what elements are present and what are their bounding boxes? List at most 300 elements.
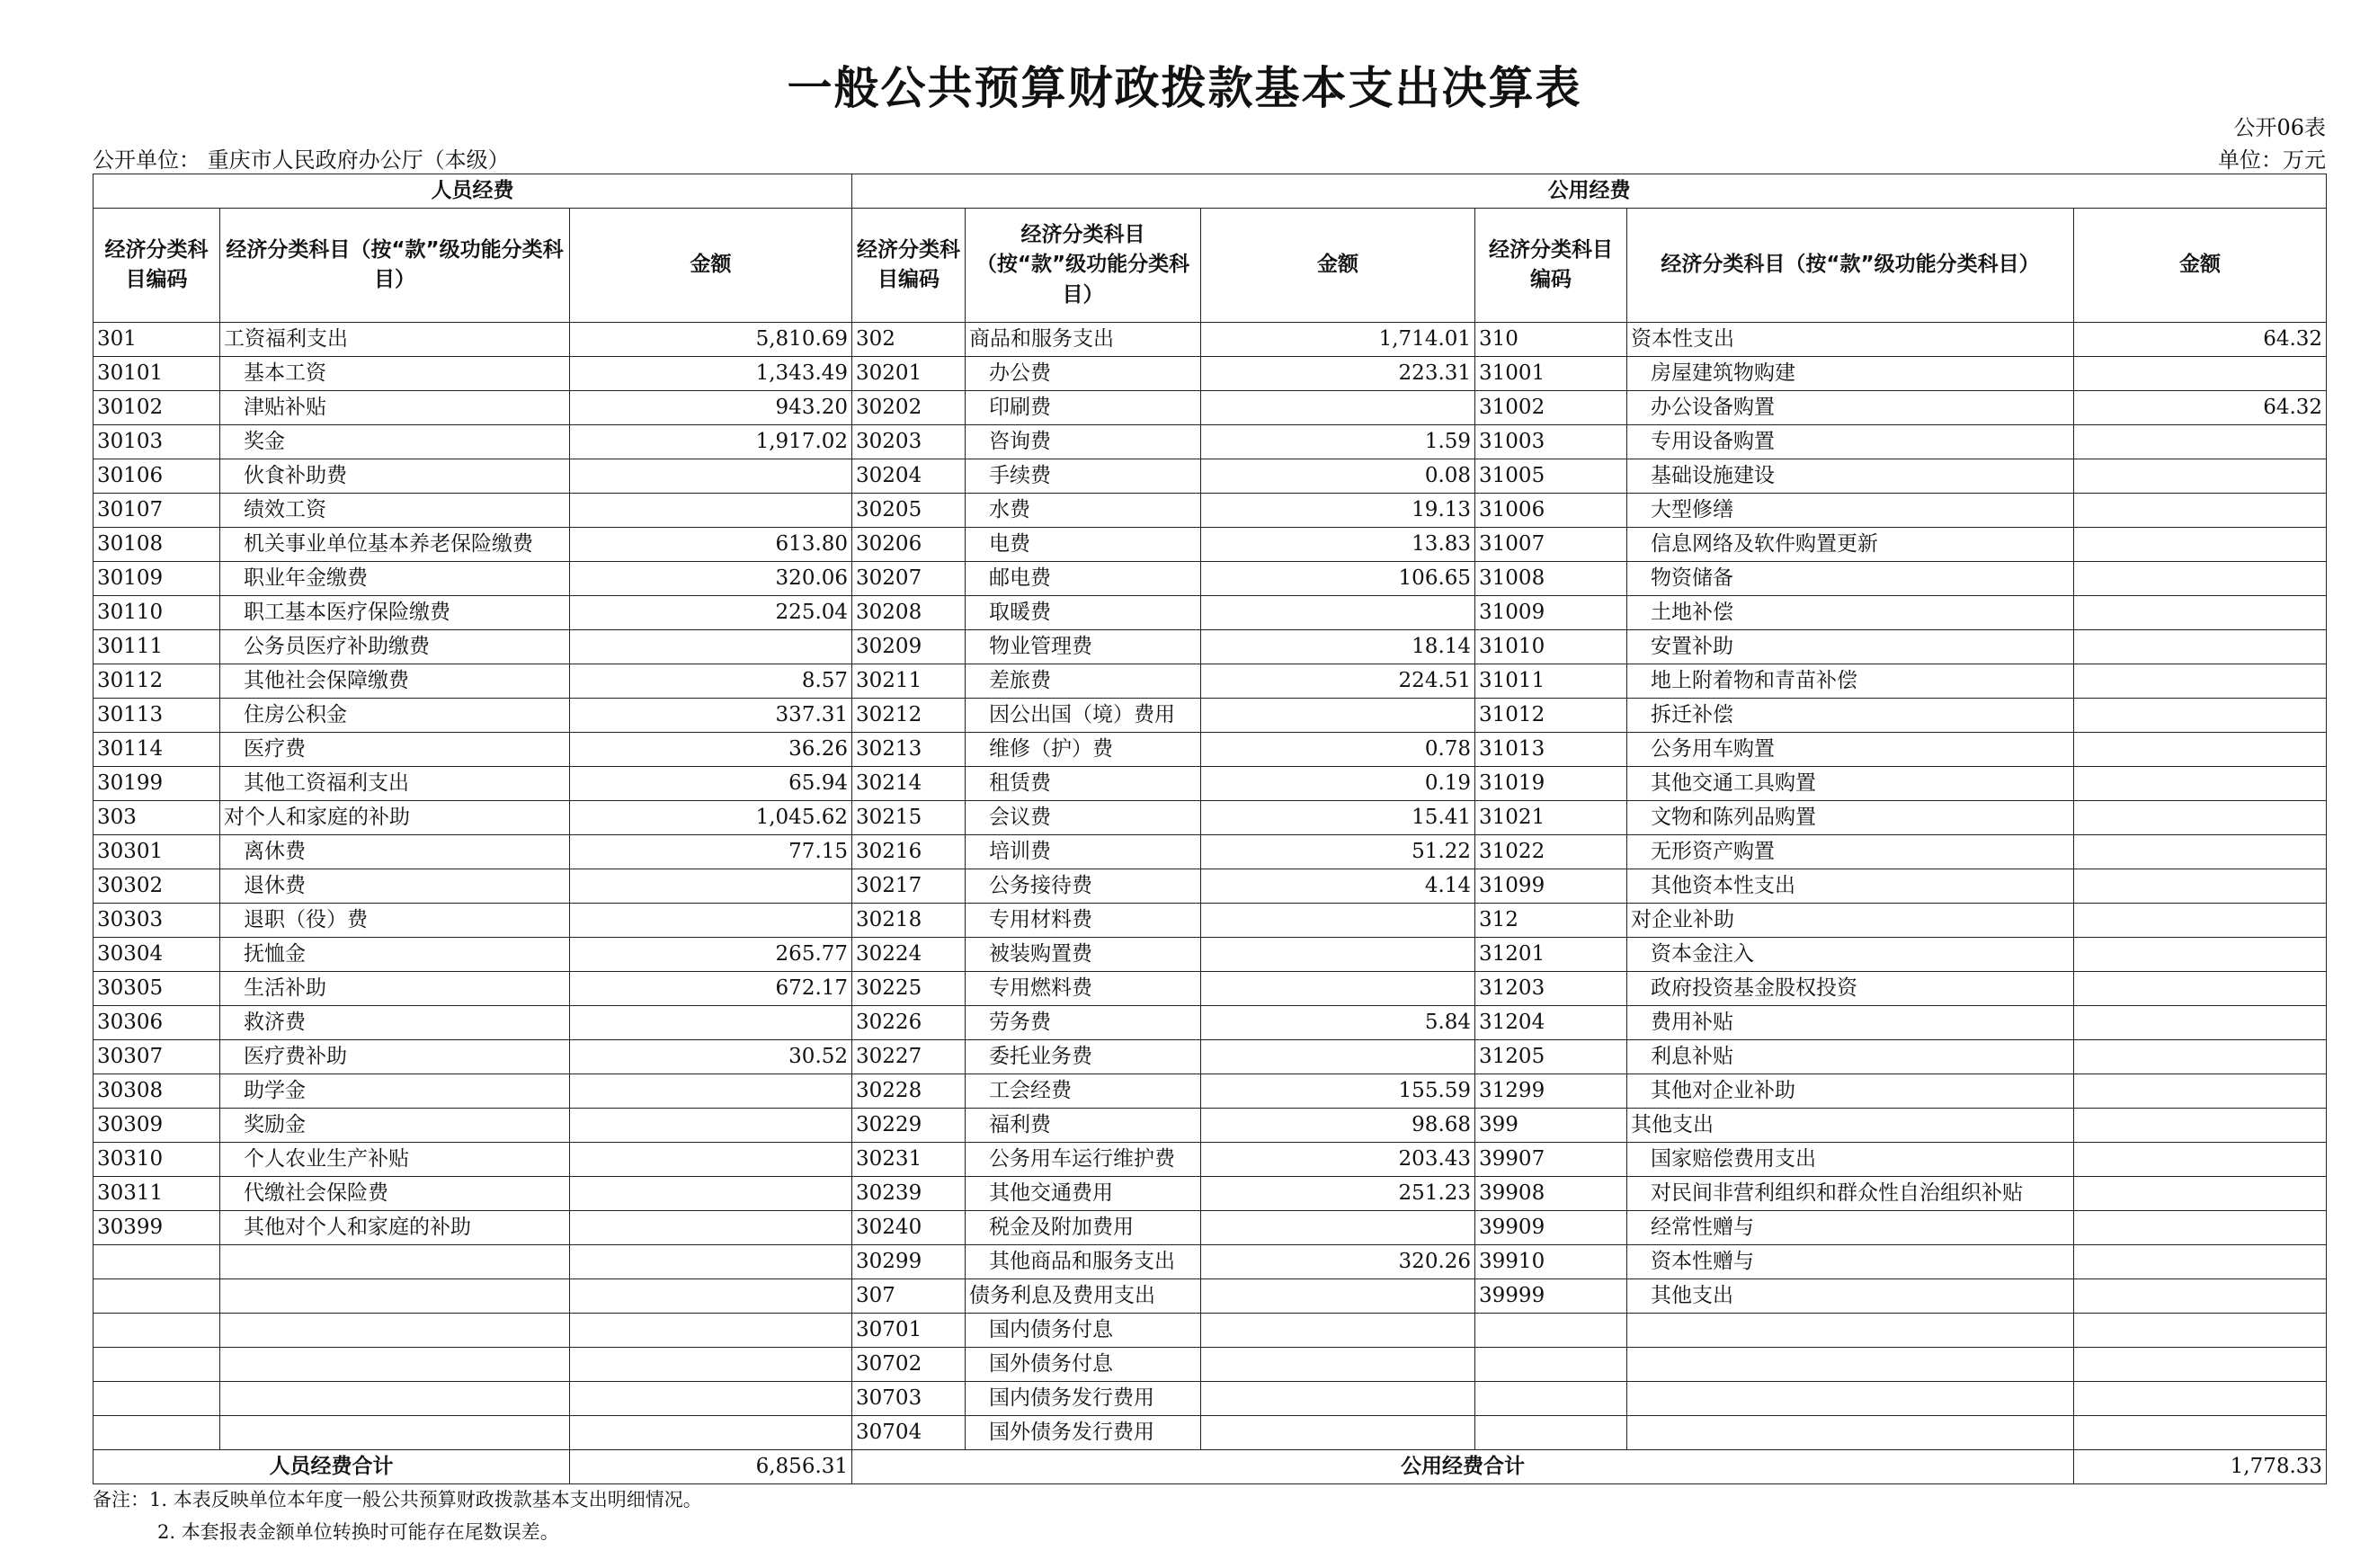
amount-cell: 155.59 (1201, 1074, 1475, 1109)
name-cell: 劳务费 (966, 1006, 1201, 1040)
name-cell: 地上附着物和青苗补偿 (1627, 664, 2074, 699)
code-cell: 30225 (852, 972, 966, 1006)
code-cell (1475, 1382, 1627, 1416)
code-cell: 31008 (1475, 562, 1627, 596)
code-cell (94, 1279, 220, 1314)
amount-cell: 672.17 (570, 972, 852, 1006)
name-cell: 物业管理费 (966, 630, 1201, 664)
name-cell: 公务接待费 (966, 869, 1201, 904)
code-cell: 39910 (1475, 1245, 1627, 1279)
code-cell (94, 1314, 220, 1348)
name-cell: 退休费 (220, 869, 570, 904)
code-cell: 30208 (852, 596, 966, 630)
code-cell: 30211 (852, 664, 966, 699)
name-cell: 对企业补助 (1627, 904, 2074, 938)
amount-cell (2074, 562, 2327, 596)
table-row (94, 562, 2327, 596)
table-row (94, 1245, 2327, 1279)
code-cell: 31011 (1475, 664, 1627, 699)
name-header: 经济分类科目（按“款”级功能分类科目） (966, 209, 1201, 323)
amount-cell: 64.32 (2074, 391, 2327, 425)
amount-cell: 943.20 (570, 391, 852, 425)
amount-cell (570, 1177, 852, 1211)
name-cell: 伙食补助费 (220, 459, 570, 494)
public-total-label: 公用经费合计 (852, 1450, 2074, 1484)
table-row (94, 1143, 2327, 1177)
code-cell: 39909 (1475, 1211, 1627, 1245)
name-cell: 个人农业生产补贴 (220, 1143, 570, 1177)
amount-cell: 64.32 (2074, 323, 2327, 357)
code-cell: 30240 (852, 1211, 966, 1245)
table-row (94, 1416, 2327, 1450)
name-cell: 工资福利支出 (220, 323, 570, 357)
name-cell: 差旅费 (966, 664, 1201, 699)
notes (93, 1483, 702, 1548)
code-cell: 30114 (94, 733, 220, 767)
code-cell: 31010 (1475, 630, 1627, 664)
amount-cell: 0.19 (1201, 767, 1475, 801)
name-cell: 救济费 (220, 1006, 570, 1040)
name-cell: 取暖费 (966, 596, 1201, 630)
name-cell (1627, 1348, 2074, 1382)
name-cell: 绩效工资 (220, 494, 570, 528)
name-cell: 费用补贴 (1627, 1006, 2074, 1040)
amount-cell (2074, 1416, 2327, 1450)
table-row (94, 699, 2327, 733)
name-cell: 奖金 (220, 425, 570, 459)
public-total-value: 1,778.33 (2074, 1450, 2327, 1484)
amount-cell: 223.31 (1201, 357, 1475, 391)
name-cell: 对个人和家庭的补助 (220, 801, 570, 835)
name-cell: 会议费 (966, 801, 1201, 835)
amount-cell: 0.08 (1201, 459, 1475, 494)
amount-cell (2074, 630, 2327, 664)
name-cell: 其他商品和服务支出 (966, 1245, 1201, 1279)
code-cell (94, 1382, 220, 1416)
amount-cell (2074, 1245, 2327, 1279)
code-cell: 30215 (852, 801, 966, 835)
code-cell: 31006 (1475, 494, 1627, 528)
name-cell: 国外债务付息 (966, 1348, 1201, 1382)
amount-cell: 613.80 (570, 528, 852, 562)
name-cell: 职工基本医疗保险缴费 (220, 596, 570, 630)
amount-cell (1201, 1211, 1475, 1245)
amount-cell (2074, 1177, 2327, 1211)
name-cell: 对民间非营利组织和群众性自治组织补贴 (1627, 1177, 2074, 1211)
code-cell: 31005 (1475, 459, 1627, 494)
name-cell: 文物和陈列品购置 (1627, 801, 2074, 835)
amount-cell: 18.14 (1201, 630, 1475, 664)
amount-cell (2074, 1109, 2327, 1143)
code-cell: 30399 (94, 1211, 220, 1245)
amount-cell (2074, 664, 2327, 699)
code-header: 经济分类科目编码 (852, 209, 966, 323)
name-cell: 物资储备 (1627, 562, 2074, 596)
code-cell: 30108 (94, 528, 220, 562)
code-cell: 30308 (94, 1074, 220, 1109)
code-cell: 31003 (1475, 425, 1627, 459)
name-cell: 生活补助 (220, 972, 570, 1006)
name-cell: 退职（役）费 (220, 904, 570, 938)
amount-header: 金额 (1201, 209, 1475, 323)
name-cell: 债务利息及费用支出 (966, 1279, 1201, 1314)
amount-header: 金额 (570, 209, 852, 323)
code-cell (1475, 1348, 1627, 1382)
code-cell: 30701 (852, 1314, 966, 1348)
table-row (94, 733, 2327, 767)
amount-cell: 265.77 (570, 938, 852, 972)
code-cell: 30201 (852, 357, 966, 391)
name-cell: 电费 (966, 528, 1201, 562)
table-row (94, 801, 2327, 835)
reporting-unit-name: 重庆市人民政府办公厅（本级） (207, 147, 510, 173)
amount-cell (570, 1074, 852, 1109)
amount-cell (2074, 494, 2327, 528)
name-cell: 办公费 (966, 357, 1201, 391)
code-cell: 30309 (94, 1109, 220, 1143)
name-cell: 水费 (966, 494, 1201, 528)
code-cell: 30109 (94, 562, 220, 596)
name-cell: 其他对企业补助 (1627, 1074, 2074, 1109)
name-cell: 工会经费 (966, 1074, 1201, 1109)
amount-cell: 51.22 (1201, 835, 1475, 869)
code-cell: 30102 (94, 391, 220, 425)
note-1: 备注：1. 本表反映单位本年度一般公共预算财政拨款基本支出明细情况。 (93, 1489, 702, 1510)
code-cell: 31099 (1475, 869, 1627, 904)
table-row (94, 459, 2327, 494)
table-row (94, 767, 2327, 801)
table-row (94, 1040, 2327, 1074)
name-cell: 资本性支出 (1627, 323, 2074, 357)
public-group-header: 公用经费 (852, 174, 2327, 209)
amount-cell: 320.06 (570, 562, 852, 596)
amount-cell: 65.94 (570, 767, 852, 801)
name-cell: 其他资本性支出 (1627, 869, 2074, 904)
amount-cell (2074, 425, 2327, 459)
code-cell: 39907 (1475, 1143, 1627, 1177)
code-cell: 30103 (94, 425, 220, 459)
table-row (94, 1006, 2327, 1040)
table-row (94, 1177, 2327, 1211)
code-cell: 31022 (1475, 835, 1627, 869)
table-row (94, 664, 2327, 699)
page-title: 一般公共预算财政拨款基本支出决算表 (787, 62, 1582, 114)
amount-cell (1201, 1382, 1475, 1416)
name-cell (220, 1348, 570, 1382)
amount-cell: 1,714.01 (1201, 323, 1475, 357)
name-cell: 机关事业单位基本养老保险缴费 (220, 528, 570, 562)
code-cell: 31001 (1475, 357, 1627, 391)
table-row (94, 425, 2327, 459)
amount-cell (1201, 1040, 1475, 1074)
code-cell: 399 (1475, 1109, 1627, 1143)
amount-cell (2074, 1074, 2327, 1109)
amount-cell (2074, 528, 2327, 562)
amount-cell: 0.78 (1201, 733, 1475, 767)
amount-cell: 106.65 (1201, 562, 1475, 596)
name-cell: 其他交通费用 (966, 1177, 1201, 1211)
name-cell: 医疗费补助 (220, 1040, 570, 1074)
code-cell (94, 1416, 220, 1450)
name-cell: 其他支出 (1627, 1279, 2074, 1314)
code-cell: 31009 (1475, 596, 1627, 630)
code-cell (1475, 1314, 1627, 1348)
note-2: 2. 本套报表金额单位转换时可能存在尾数误差。 (157, 1521, 559, 1543)
amount-cell (1201, 1348, 1475, 1382)
amount-cell: 1,343.49 (570, 357, 852, 391)
name-cell: 基本工资 (220, 357, 570, 391)
amount-cell (2074, 1382, 2327, 1416)
amount-cell (2074, 1040, 2327, 1074)
amount-cell: 5.84 (1201, 1006, 1475, 1040)
code-cell: 31007 (1475, 528, 1627, 562)
table-row (94, 1382, 2327, 1416)
code-cell: 31019 (1475, 767, 1627, 801)
name-cell: 经常性赠与 (1627, 1211, 2074, 1245)
code-cell: 30704 (852, 1416, 966, 1450)
amount-cell: 1,917.02 (570, 425, 852, 459)
name-cell: 大型修缮 (1627, 494, 2074, 528)
name-cell: 无形资产购置 (1627, 835, 2074, 869)
amount-cell (2074, 801, 2327, 835)
code-cell: 30212 (852, 699, 966, 733)
amount-cell (1201, 1416, 1475, 1450)
name-cell: 土地补偿 (1627, 596, 2074, 630)
name-cell (1627, 1416, 2074, 1450)
table-row (94, 1279, 2327, 1314)
name-cell (220, 1382, 570, 1416)
amount-cell (1201, 972, 1475, 1006)
code-cell: 30231 (852, 1143, 966, 1177)
name-cell: 专用燃料费 (966, 972, 1201, 1006)
amount-cell: 19.13 (1201, 494, 1475, 528)
name-cell: 其他交通工具购置 (1627, 767, 2074, 801)
amount-cell: 30.52 (570, 1040, 852, 1074)
table-row (94, 972, 2327, 1006)
code-cell: 30303 (94, 904, 220, 938)
code-cell: 30106 (94, 459, 220, 494)
personnel-total-value: 6,856.31 (570, 1450, 852, 1484)
code-cell: 30204 (852, 459, 966, 494)
code-cell: 30214 (852, 767, 966, 801)
name-cell: 国家赔偿费用支出 (1627, 1143, 2074, 1177)
amount-cell (1201, 596, 1475, 630)
code-cell: 303 (94, 801, 220, 835)
name-cell: 信息网络及软件购置更新 (1627, 528, 2074, 562)
amount-header: 金额 (2074, 209, 2327, 323)
code-cell: 31012 (1475, 699, 1627, 733)
code-cell: 30305 (94, 972, 220, 1006)
name-cell: 印刷费 (966, 391, 1201, 425)
code-cell: 30213 (852, 733, 966, 767)
code-cell: 30110 (94, 596, 220, 630)
table-row (94, 869, 2327, 904)
amount-cell (1201, 1279, 1475, 1314)
amount-cell (2074, 1211, 2327, 1245)
name-cell: 政府投资基金股权投资 (1627, 972, 2074, 1006)
amount-cell (570, 1382, 852, 1416)
name-cell: 邮电费 (966, 562, 1201, 596)
totals-row (94, 1450, 2327, 1484)
name-cell (220, 1416, 570, 1450)
name-cell: 咨询费 (966, 425, 1201, 459)
amount-cell (570, 1245, 852, 1279)
code-cell: 30702 (852, 1348, 966, 1382)
table-number: 公开06表 (2233, 115, 2326, 140)
amount-cell (2074, 357, 2327, 391)
column-header-row (94, 209, 2327, 323)
code-cell: 30226 (852, 1006, 966, 1040)
code-cell: 31203 (1475, 972, 1627, 1006)
amount-cell (570, 904, 852, 938)
amount-cell (1201, 938, 1475, 972)
name-cell: 津贴补贴 (220, 391, 570, 425)
amount-cell (2074, 459, 2327, 494)
name-header: 经济分类科目（按“款”级功能分类科目） (1627, 209, 2074, 323)
code-cell: 30202 (852, 391, 966, 425)
code-cell: 310 (1475, 323, 1627, 357)
name-cell: 公务员医疗补助缴费 (220, 630, 570, 664)
amount-cell (570, 630, 852, 664)
table-row (94, 904, 2327, 938)
code-cell: 30228 (852, 1074, 966, 1109)
name-cell: 培训费 (966, 835, 1201, 869)
code-cell: 30224 (852, 938, 966, 972)
table-row (94, 528, 2327, 562)
name-cell: 利息补贴 (1627, 1040, 2074, 1074)
table-row (94, 357, 2327, 391)
name-cell: 专用材料费 (966, 904, 1201, 938)
name-cell: 公务用车购置 (1627, 733, 2074, 767)
name-cell: 代缴社会保险费 (220, 1177, 570, 1211)
code-cell: 30239 (852, 1177, 966, 1211)
reporting-unit-label: 公开单位： (93, 147, 200, 173)
table-row (94, 1074, 2327, 1109)
name-cell: 国外债务发行费用 (966, 1416, 1201, 1450)
amount-cell: 77.15 (570, 835, 852, 869)
code-cell: 30229 (852, 1109, 966, 1143)
code-cell: 30199 (94, 767, 220, 801)
name-cell: 税金及附加费用 (966, 1211, 1201, 1245)
amount-cell (2074, 869, 2327, 904)
code-cell: 30703 (852, 1382, 966, 1416)
code-cell: 31205 (1475, 1040, 1627, 1074)
name-cell: 拆迁补偿 (1627, 699, 2074, 733)
code-header: 经济分类科目编码 (94, 209, 220, 323)
table-row (94, 630, 2327, 664)
code-cell: 30203 (852, 425, 966, 459)
name-cell: 维修（护）费 (966, 733, 1201, 767)
table-row (94, 1211, 2327, 1245)
code-cell: 30113 (94, 699, 220, 733)
code-cell: 302 (852, 323, 966, 357)
name-cell: 公务用车运行维护费 (966, 1143, 1201, 1177)
amount-cell: 1,045.62 (570, 801, 852, 835)
amount-cell (570, 1143, 852, 1177)
name-cell (1627, 1314, 2074, 1348)
name-header: 经济分类科目（按“款”级功能分类科目） (220, 209, 570, 323)
code-cell: 30307 (94, 1040, 220, 1074)
amount-cell (570, 1006, 852, 1040)
table-row (94, 494, 2327, 528)
amount-cell (570, 1279, 852, 1314)
name-cell: 委托业务费 (966, 1040, 1201, 1074)
table-row (94, 1348, 2327, 1382)
expenditure-table (93, 174, 2327, 1484)
code-cell: 30311 (94, 1177, 220, 1211)
name-cell: 职业年金缴费 (220, 562, 570, 596)
code-cell: 30301 (94, 835, 220, 869)
code-cell: 30299 (852, 1245, 966, 1279)
amount-cell (2074, 733, 2327, 767)
name-cell: 其他对个人和家庭的补助 (220, 1211, 570, 1245)
name-cell: 其他工资福利支出 (220, 767, 570, 801)
code-cell: 30227 (852, 1040, 966, 1074)
name-cell (220, 1245, 570, 1279)
amount-cell (570, 1348, 852, 1382)
code-cell: 30111 (94, 630, 220, 664)
amount-cell (2074, 1006, 2327, 1040)
name-cell: 国内债务发行费用 (966, 1382, 1201, 1416)
amount-cell: 8.57 (570, 664, 852, 699)
amount-cell (570, 869, 852, 904)
amount-cell: 337.31 (570, 699, 852, 733)
amount-cell: 225.04 (570, 596, 852, 630)
name-cell: 奖励金 (220, 1109, 570, 1143)
amount-cell: 251.23 (1201, 1177, 1475, 1211)
name-cell: 被装购置费 (966, 938, 1201, 972)
code-cell: 30101 (94, 357, 220, 391)
code-cell: 30107 (94, 494, 220, 528)
reporting-unit (93, 142, 510, 174)
name-cell: 其他支出 (1627, 1109, 2074, 1143)
name-cell (1627, 1382, 2074, 1416)
name-cell: 商品和服务支出 (966, 323, 1201, 357)
amount-cell (2074, 1348, 2327, 1382)
name-cell: 抚恤金 (220, 938, 570, 972)
code-cell: 31299 (1475, 1074, 1627, 1109)
code-cell: 30306 (94, 1006, 220, 1040)
code-cell: 31002 (1475, 391, 1627, 425)
group-header-row (94, 174, 2327, 209)
code-cell: 31201 (1475, 938, 1627, 972)
name-cell: 因公出国（境）费用 (966, 699, 1201, 733)
table-row (94, 835, 2327, 869)
name-cell: 安置补助 (1627, 630, 2074, 664)
amount-cell (1201, 904, 1475, 938)
name-cell (220, 1279, 570, 1314)
amount-cell (2074, 1314, 2327, 1348)
name-cell: 国内债务付息 (966, 1314, 1201, 1348)
code-cell: 312 (1475, 904, 1627, 938)
code-cell: 30217 (852, 869, 966, 904)
code-cell: 30310 (94, 1143, 220, 1177)
personnel-total-label: 人员经费合计 (94, 1450, 570, 1484)
code-cell: 307 (852, 1279, 966, 1314)
amount-cell: 5,810.69 (570, 323, 852, 357)
amount-cell (2074, 938, 2327, 972)
table-body (94, 323, 2327, 1450)
name-cell: 资本金注入 (1627, 938, 2074, 972)
code-cell (94, 1245, 220, 1279)
name-cell: 住房公积金 (220, 699, 570, 733)
name-cell: 福利费 (966, 1109, 1201, 1143)
name-cell: 办公设备购置 (1627, 391, 2074, 425)
amount-cell: 4.14 (1201, 869, 1475, 904)
code-cell: 30206 (852, 528, 966, 562)
table-row (94, 323, 2327, 357)
name-cell: 医疗费 (220, 733, 570, 767)
